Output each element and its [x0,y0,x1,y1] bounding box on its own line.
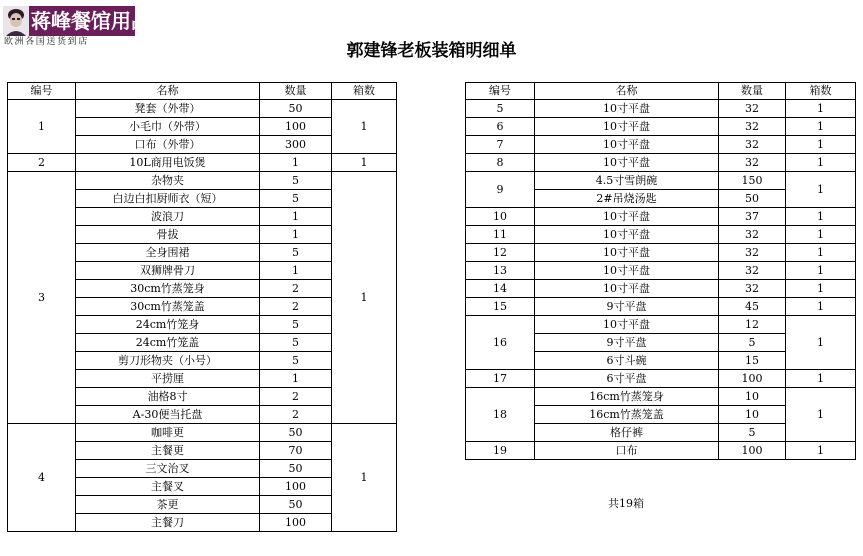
table-body [8,100,397,532]
item-qty-cell: 5 [260,172,332,190]
item-name-cell: 24cm竹笼盖 [76,334,260,352]
item-name-cell: 16cm竹蒸笼盖 [535,406,719,424]
box-count-cell: 1 [786,442,856,460]
item-qty-cell: 70 [260,442,332,460]
table-row [466,226,856,244]
item-qty-cell: 50 [719,190,786,208]
item-qty-cell: 10 [719,406,786,424]
box-count-cell: 1 [332,172,397,424]
item-qty-cell: 5 [260,316,332,334]
table-row [466,118,856,136]
item-name-cell: 小毛巾（外带） [76,118,260,136]
box-number-cell: 12 [466,244,535,262]
item-name-cell: 24cm竹笼身 [76,316,260,334]
box-count-cell: 1 [786,226,856,244]
item-name-cell: 6寸平盘 [535,370,719,388]
box-count-cell: 1 [332,100,397,154]
table-body [466,100,856,460]
item-name-cell: 10寸平盘 [535,262,719,280]
box-number-cell: 10 [466,208,535,226]
item-name-cell: 波浪刀 [76,208,260,226]
box-count-cell: 1 [786,262,856,280]
box-count-cell: 1 [786,316,856,370]
table-row [466,100,856,118]
item-name-cell: 4.5寸雪朗碗 [535,172,719,190]
item-name-cell: 白边白扣厨师衣（短） [76,190,260,208]
item-qty-cell: 15 [719,352,786,370]
box-number-cell: 8 [466,154,535,172]
item-name-cell: 三文治叉 [76,460,260,478]
box-count-cell: 1 [786,100,856,118]
header-boxes: 箱数 [786,83,856,100]
item-name-cell: 凳套（外带） [76,100,260,118]
item-qty-cell: 32 [719,154,786,172]
item-name-cell: 10寸平盘 [535,280,719,298]
item-name-cell: 2#吊烧汤匙 [535,190,719,208]
item-name-cell: 10寸平盘 [535,316,719,334]
box-count-cell: 1 [786,280,856,298]
box-count-cell: 1 [786,118,856,136]
item-qty-cell: 32 [719,280,786,298]
box-number-cell: 6 [466,118,535,136]
item-name-cell: 油格8寸 [76,388,260,406]
box-count-cell: 1 [786,172,856,208]
item-qty-cell: 32 [719,244,786,262]
header-boxes: 箱数 [332,83,397,100]
item-name-cell: 9寸平盘 [535,334,719,352]
item-qty-cell: 1 [260,370,332,388]
item-qty-cell: 1 [260,262,332,280]
item-name-cell: 全身围裙 [76,244,260,262]
item-name-cell: 6寸斗碗 [535,352,719,370]
packing-table-left [7,82,397,532]
box-number-cell: 7 [466,136,535,154]
item-qty-cell: 100 [260,478,332,496]
table-row [8,154,397,172]
item-qty-cell: 1 [260,154,332,172]
item-qty-cell: 5 [260,334,332,352]
box-number-cell: 3 [8,172,76,424]
item-qty-cell: 2 [260,406,332,424]
table-row [466,136,856,154]
item-qty-cell: 100 [260,118,332,136]
box-number-cell: 5 [466,100,535,118]
item-name-cell: 10寸平盘 [535,154,719,172]
table-row [8,100,397,118]
box-count-cell: 1 [332,154,397,172]
box-count-cell: 1 [786,154,856,172]
box-number-cell: 1 [8,100,76,154]
item-qty-cell: 32 [719,226,786,244]
box-number-cell: 19 [466,442,535,460]
table-row [466,388,856,406]
table-row [8,424,397,442]
box-count-cell: 1 [332,424,397,532]
table-row [466,442,856,460]
table-row [466,208,856,226]
item-name-cell: 主餐叉 [76,478,260,496]
logo-banner [3,6,151,36]
item-qty-cell: 2 [260,280,332,298]
box-number-cell: 9 [466,172,535,208]
packing-table-right [465,82,856,460]
item-name-cell: 口布（外带） [76,136,260,154]
box-number-cell: 2 [8,154,76,172]
item-name-cell: 主餐刀 [76,514,260,532]
item-name-cell: A-30便当托盘 [76,406,260,424]
box-number-cell: 17 [466,370,535,388]
item-qty-cell: 50 [260,424,332,442]
total-boxes-note: 共19箱 [608,497,644,510]
item-qty-cell: 50 [260,460,332,478]
item-qty-cell: 32 [719,100,786,118]
page-title: 郭建锋老板装箱明细单 [346,41,517,61]
item-qty-cell: 300 [260,136,332,154]
item-qty-cell: 5 [719,424,786,442]
item-name-cell: 双狮牌骨刀 [76,262,260,280]
box-number-cell: 16 [466,316,535,370]
box-number-cell: 4 [8,424,76,532]
item-name-cell: 格仔裤 [535,424,719,442]
item-name-cell: 10寸平盘 [535,118,719,136]
item-name-cell: 剪刀形物夹（小号） [76,352,260,370]
box-count-cell: 1 [786,298,856,316]
box-count-cell: 1 [786,244,856,262]
item-qty-cell: 100 [719,370,786,388]
item-name-cell: 9寸平盘 [535,298,719,316]
box-count-cell: 1 [786,370,856,388]
table-row [466,244,856,262]
logo-name: 蒋峰餐馆用品 [31,9,151,33]
header-no: 编号 [8,83,76,100]
item-qty-cell: 2 [260,388,332,406]
table-row [466,316,856,334]
box-count-cell: 1 [786,136,856,154]
box-number-cell: 14 [466,280,535,298]
table-row [466,172,856,190]
item-name-cell: 杂物夹 [76,172,260,190]
box-number-cell: 13 [466,262,535,280]
item-name-cell: 30cm竹蒸笼盖 [76,298,260,316]
item-qty-cell: 5 [260,244,332,262]
box-count-cell: 1 [786,388,856,442]
item-name-cell: 10寸平盘 [535,208,719,226]
item-qty-cell: 100 [719,442,786,460]
item-name-cell: 茶更 [76,496,260,514]
item-qty-cell: 32 [719,118,786,136]
item-name-cell: 平捞厘 [76,370,260,388]
header-no: 编号 [466,83,535,100]
item-name-cell: 10L商用电饭煲 [76,154,260,172]
table-row [466,280,856,298]
box-count-cell: 1 [786,208,856,226]
item-qty-cell: 37 [719,208,786,226]
item-qty-cell: 12 [719,316,786,334]
item-qty-cell: 150 [719,172,786,190]
item-qty-cell: 100 [260,514,332,532]
table-header-row [466,83,856,100]
item-name-cell: 口布 [535,442,719,460]
item-qty-cell: 5 [260,190,332,208]
item-qty-cell: 2 [260,298,332,316]
item-name-cell: 16cm竹蒸笼身 [535,388,719,406]
table-row [466,298,856,316]
item-qty-cell: 5 [719,334,786,352]
item-name-cell: 10寸平盘 [535,100,719,118]
item-name-cell: 10寸平盘 [535,244,719,262]
header-qty: 数量 [719,83,786,100]
item-qty-cell: 45 [719,298,786,316]
table-row [466,370,856,388]
logo-tagline: 欧洲各国送货到店 [4,37,89,47]
box-number-cell: 15 [466,298,535,316]
item-qty-cell: 10 [719,388,786,406]
item-name-cell: 30cm竹蒸笼身 [76,280,260,298]
item-qty-cell: 1 [260,208,332,226]
table-row [466,154,856,172]
item-name-cell: 10寸平盘 [535,136,719,154]
table-row [466,262,856,280]
chef-portrait-icon [3,6,29,36]
item-name-cell: 主餐更 [76,442,260,460]
header-name: 名称 [76,83,260,100]
item-qty-cell: 32 [719,262,786,280]
box-number-cell: 11 [466,226,535,244]
item-name-cell: 咖啡更 [76,424,260,442]
item-name-cell: 骨拔 [76,226,260,244]
item-qty-cell: 50 [260,496,332,514]
box-number-cell: 18 [466,388,535,442]
item-qty-cell: 32 [719,136,786,154]
item-qty-cell: 1 [260,226,332,244]
header-qty: 数量 [260,83,332,100]
header-name: 名称 [535,83,719,100]
table-header-row [8,83,397,100]
item-name-cell: 10寸平盘 [535,226,719,244]
table-row [8,172,397,190]
item-qty-cell: 5 [260,352,332,370]
item-qty-cell: 50 [260,100,332,118]
